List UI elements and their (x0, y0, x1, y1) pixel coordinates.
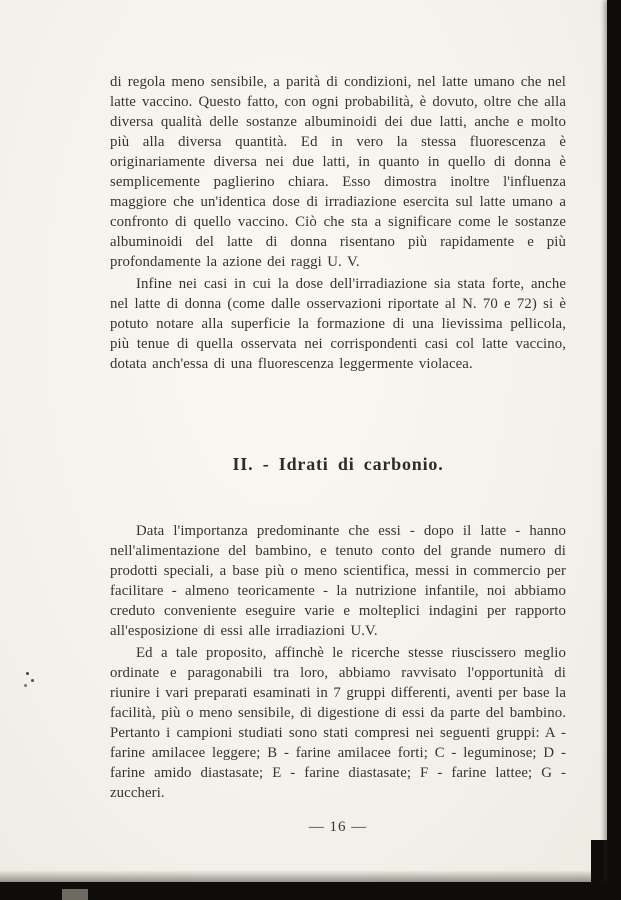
paragraph: Ed a tale proposito, affinchè le ricerche stesse riuscissero meglio ordinate e paragonabili tra loro, abbiamo ravvisato l'opportunità di riunire i vari preparati esaminati in 7 gruppi differenti, aventi per base la facilità, più o meno sensibile, di digestione di essi da parte del bambino. Pertanto i campioni studiati sono stati compresi nei seguenti gruppi: A - farine amilacee leggere; B - farine amilacee forti; C - leguminose; D - farine amido diastasate; E - farine diastasate; F - farine lattee; G - zuccheri. (110, 645, 566, 801)
paragraph-continuation: di regola meno sensibile, a parità di condizioni, nel latte umano che nel latte vaccino. Questo fatto, con ogni probabilità, è dovuto, oltre che alla diversa qualità delle sostanze albuminoidi dei due latti, anche e molto più alla diversa quantità. Ed in vero la stessa fluorescenza è originariamente diversa nei due latti, in quanto in quello di donna è semplicemente paglierino chiara. Esso dimostra inoltre l'influenza maggiore che un'identica dose di irradiazione esercita sul latte umano a confronto di quello vaccino. Ciò che sta a significare come le sostanze albuminoidi del latte di donna risentano più rapidamente e più profondamente la azione dei raggi U. V. (110, 74, 566, 270)
section-body (110, 521, 566, 803)
text-block (110, 72, 566, 836)
paragraph: Infine nei casi in cui la dose dell'irradiazione sia stata forte, anche nel latte di donna (come dalle osservazioni riportate al N. 70 e 72) si è potuto notare alla superficie la formazione di una lievissima pellicola, più tenue di quella osservata nei corrispondenti casi col latte vaccino, dotata anch'essa di una fluorescenza leggermente violacea. (110, 276, 566, 372)
scan-shadow-bottom (0, 870, 621, 882)
section-heading: II. - Idrati di carbonio. (232, 454, 444, 474)
scan-bottom-notch (62, 889, 88, 900)
scan-edge-bottom (0, 882, 621, 900)
scan-edge-right (607, 0, 621, 900)
page-number: — 16 — (308, 819, 368, 835)
paragraph: Data l'importanza predominante che essi - dopo il latte - hanno nell'alimentazione del bambino, e tenuto conto del grande numero di prodotti speciali, a base più o meno scientifica, messi in commercio per facilitare - almeno teoricamente - la nutrizione infantile, noi abbiamo creduto conveniente eseguire varie e molteplici indagini per rapporto all'esposizione di essi alle irradiazioni U.V. (110, 523, 566, 639)
scan-speck (26, 672, 29, 675)
